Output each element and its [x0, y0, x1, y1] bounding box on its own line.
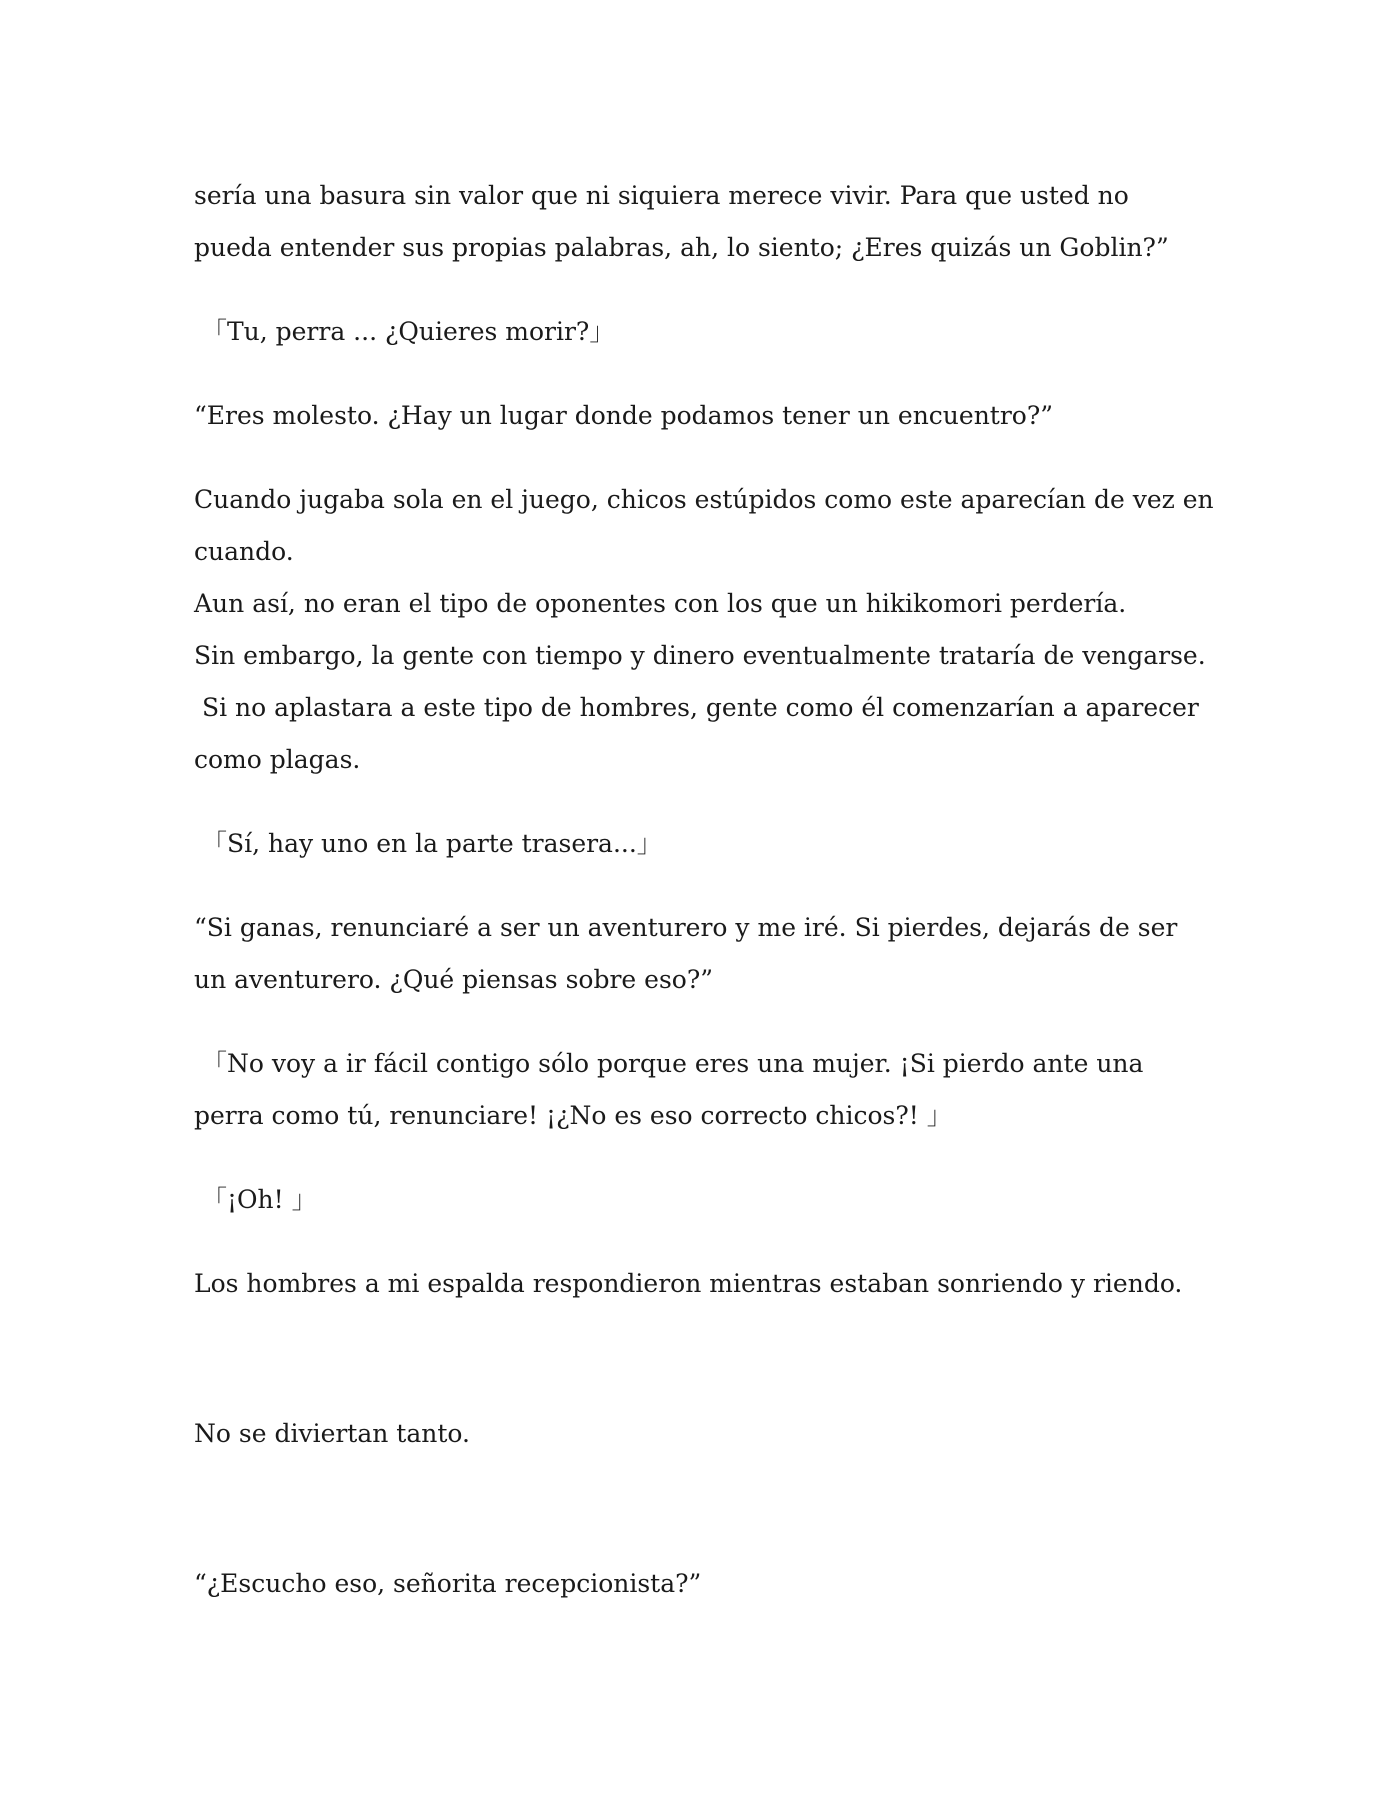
paragraph-10: No se diviertan tanto. [194, 1419, 470, 1448]
paragraph-spacer [194, 870, 1214, 902]
paragraph-spacer [194, 274, 1214, 306]
paragraph-spacer [194, 1006, 1214, 1038]
paragraph-5: 「Sí, hay uno en la parte trasera...」 [194, 829, 662, 858]
paragraph-9: Los hombres a mi espalda respondieron mientras estaban sonriendo y riendo. [194, 1269, 1183, 1298]
paragraph-11: “¿Escucho eso, señorita recepcionista?” [194, 1569, 702, 1598]
paragraph-7: 「No voy a ir fácil contigo sólo porque eres una mujer. ¡Si pierdo ante una perra como tú, renunciare! ¡¿No es eso correcto chicos?! 」 [194, 1049, 1152, 1130]
paragraph-spacer [194, 1310, 1214, 1408]
paragraph-spacer [194, 1142, 1214, 1174]
paragraph-6: “Si ganas, renunciaré a ser un aventurero y me iré. Si pierdes, dejarás de ser un aventurero. ¿Qué piensas sobre eso?” [194, 913, 1186, 994]
paragraph-spacer [194, 1460, 1214, 1558]
paragraph-spacer [194, 442, 1214, 474]
paragraph-8: 「¡Oh! 」 [194, 1185, 317, 1214]
paragraph-1: sería una basura sin valor que ni siquiera merece vivir. Para que usted no pueda entender sus propias palabras, ah, lo siento; ¿Eres quizás un Goblin?” [194, 181, 1169, 262]
paragraph-3: “Eres molesto. ¿Hay un lugar donde podamos tener un encuentro?” [194, 401, 1054, 430]
paragraph-4: Cuando jugaba sola en el juego, chicos estúpidos como este aparecían de vez en cuando. Aun así, no eran el tipo de oponentes con los que un hikikomori perdería. Sin embargo, la gente con tiempo y dinero eventualmente trataría de vengarse. Si no aplastara a este tipo de hombres, gente como él comenzarían a aparecer como plagas. [194, 485, 1214, 774]
paragraph-spacer [194, 358, 1214, 390]
paragraph-2: 「Tu, perra ... ¿Quieres morir?」 [194, 317, 615, 346]
document-body [194, 170, 1214, 1610]
paragraph-spacer [194, 1226, 1214, 1258]
paragraph-spacer [194, 786, 1214, 818]
